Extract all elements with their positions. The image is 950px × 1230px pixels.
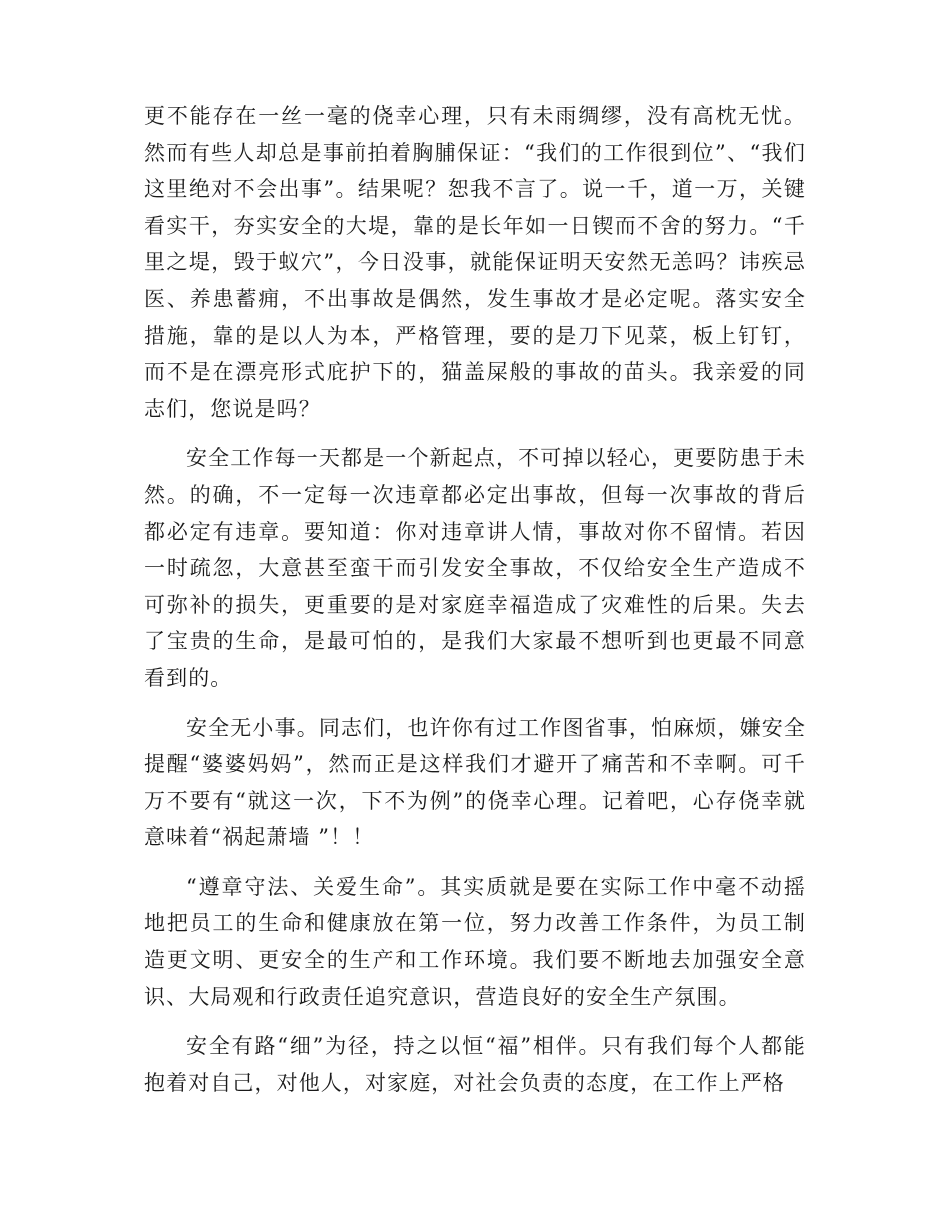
paragraph-safety-path: 安全有路“细”为径，持之以恒“福”相伴。只有我们每个人都能抱着对自己，对他人，对家庭，对社会负责的态度，在工作上严格 xyxy=(144,1034,806,1095)
paragraph-continuation: 更不能存在一丝一毫的侥幸心理，只有未雨绸缪，没有高枕无忧。然而有些人却总是事前拍着胸脯保证：“我们的工作很到位”、“我们这里绝对不会出事”。结果呢？恕我不言了。说一千，道一万，关键看实干，夯实安全的大堤，靠的是长年如一日锲而不舍的努力。“千里之堤，毁于蚁穴”，今日没事，就能保证明天安然无恙吗？讳疾忌医、养患蓄痈，不出事故是偶然，发生事故才是必定呢。落实安全措施，靠的是以人为本，严格管理，要的是刀下见菜，板上钉钉，而不是在漂亮形式庇护下的，猫盖屎般的事故的苗头。我亲爱的同志们，您说是吗？ xyxy=(144,104,806,421)
paragraph-new-starting-point: 安全工作每一天都是一个新起点，不可掉以轻心，更要防患于未然。的确，不一定每一次违章都必定出事故，但每一次事故的背后都必定有违章。要知道：你对违章讲人情，事故对你不留情。若因一时疏忽，大意甚至蛮干而引发安全事故，不仅给安全生产造成不可弥补的损失，更重要的是对家庭幸福造成了灾难性的后果。失去了宝贵的生命，是最可怕的，是我们大家最不想听到也更最不同意看到的。 xyxy=(144,446,806,690)
document-page xyxy=(144,98,806,1101)
paragraph-no-small-matter: 安全无小事。同志们，也许你有过工作图省事，怕麻烦，嫌安全提醒“婆婆妈妈”，然而正是这样我们才避开了痛苦和不幸啊。可千万不要有“就这一次，下不为例”的侥幸心理。记着吧，心存侥幸就意味着“祸起萧墙 ”！！ xyxy=(144,715,806,850)
paragraph-obey-rules: “遵章守法、关爱生命”。其实质就是要在实际工作中毫不动摇地把员工的生命和健康放在第一位，努力改善工作条件，为员工制造更文明、更安全的生产和工作环境。我们要不断地去加强安全意识、大局观和行政责任追究意识，营造良好的安全生产氛围。 xyxy=(144,874,806,1009)
